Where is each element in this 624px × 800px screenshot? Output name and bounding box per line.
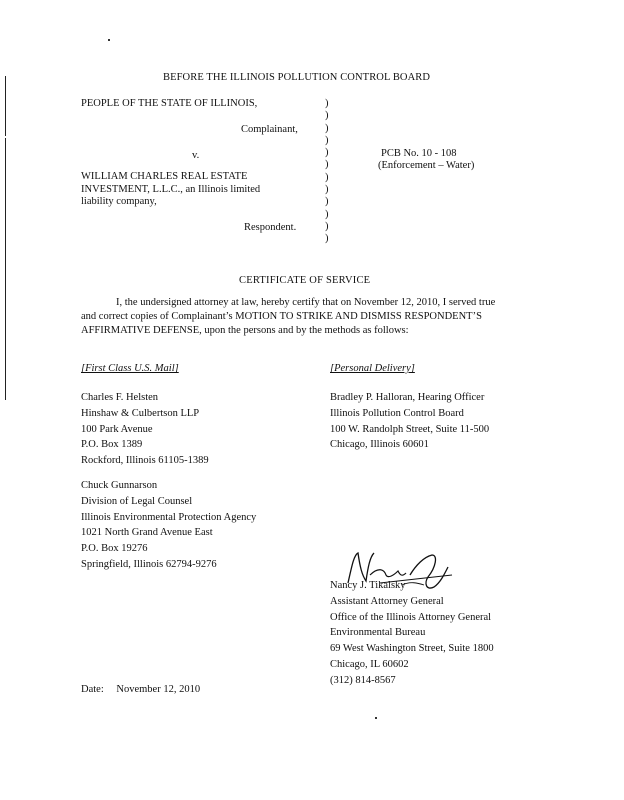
caption-brackets: ) ) ) ) ) ) ) ) ) ) ) )	[325, 98, 329, 245]
address-line: Illinois Environmental Protection Agency	[81, 511, 257, 523]
case-type: (Enforcement – Water)	[378, 160, 475, 171]
address-line: 1021 North Grand Avenue East	[81, 527, 213, 539]
body-line: I, the undersigned attorney at law, hereby certify that on November 12, 2010, I served true	[116, 297, 496, 308]
signer-name: Nancy J. Tikalsky	[330, 580, 406, 591]
address-line: Rockford, Illinois 61105-1389	[81, 455, 209, 467]
recipient-helsten	[81, 390, 209, 469]
plaintiff-role: Complainant,	[241, 124, 298, 135]
address-line: Division of Legal Counsel	[81, 495, 193, 507]
recipient-gunnarson	[81, 478, 256, 573]
scan-speck	[375, 717, 377, 719]
address-line: Springfield, Illinois 62794-9276	[81, 558, 217, 570]
scan-margin-bar	[5, 76, 6, 136]
body-line: and correct copies of Complainant’s MOTION TO STRIKE AND DISMISS RESPONDENT’S	[81, 310, 482, 322]
signer-line: Environmental Bureau	[330, 627, 426, 639]
signer-line: Chicago, IL 60602	[330, 658, 409, 670]
plaintiff-name: PEOPLE OF THE STATE OF ILLINOIS,	[81, 98, 258, 109]
board-title: BEFORE THE ILLINOIS POLLUTION CONTROL BOARD	[163, 72, 431, 83]
defendant-name	[81, 171, 260, 209]
versus: v.	[192, 150, 200, 161]
signature-block	[330, 578, 494, 689]
address-line: Illinois Pollution Control Board	[330, 407, 464, 419]
case-number: PCB No. 10 - 108	[381, 148, 457, 159]
address-line: Charles F. Helsten	[81, 392, 159, 403]
scan-speck	[108, 39, 110, 41]
body-line: AFFIRMATIVE DEFENSE, upon the persons and by the methods as follows:	[81, 324, 409, 336]
address-line: P.O. Box 1389	[81, 439, 143, 451]
defendant-role: Respondent.	[244, 222, 297, 233]
address-line: 100 Park Avenue	[81, 423, 153, 435]
address-line: 100 W. Randolph Street, Suite 11-500	[330, 423, 490, 435]
recipient-halloran	[330, 390, 489, 453]
address-line: Bradley P. Halloran, Hearing Officer	[330, 392, 485, 403]
defendant-line: INVESTMENT, L.L.C., an Illinois limited	[81, 183, 261, 195]
defendant-line: liability company,	[81, 196, 157, 207]
address-line: Chicago, Illinois 60601	[330, 439, 429, 451]
address-line: Chuck Gunnarson	[81, 480, 158, 491]
signer-line: 69 West Washington Street, Suite 1800	[330, 643, 494, 655]
date-label: Date:	[81, 684, 104, 695]
body-paragraph	[81, 296, 495, 337]
date-line	[81, 684, 200, 697]
address-line: Hinshaw & Culbertson LLP	[81, 407, 200, 419]
signer-line: Assistant Attorney General	[330, 595, 444, 607]
certificate-title: CERTIFICATE OF SERVICE	[239, 275, 371, 286]
defendant-line: WILLIAM CHARLES REAL ESTATE	[81, 171, 248, 182]
address-line: P.O. Box 19276	[81, 543, 148, 555]
signer-line: (312) 814-8567	[330, 674, 396, 686]
signer-line: Office of the Illinois Attorney General	[330, 611, 492, 623]
date-value: November 12, 2010	[116, 684, 201, 695]
personal-delivery-heading: [Personal Delivery]	[330, 363, 415, 374]
first-class-heading: [First Class U.S. Mail]	[81, 363, 179, 374]
scan-margin-bar	[5, 138, 6, 400]
